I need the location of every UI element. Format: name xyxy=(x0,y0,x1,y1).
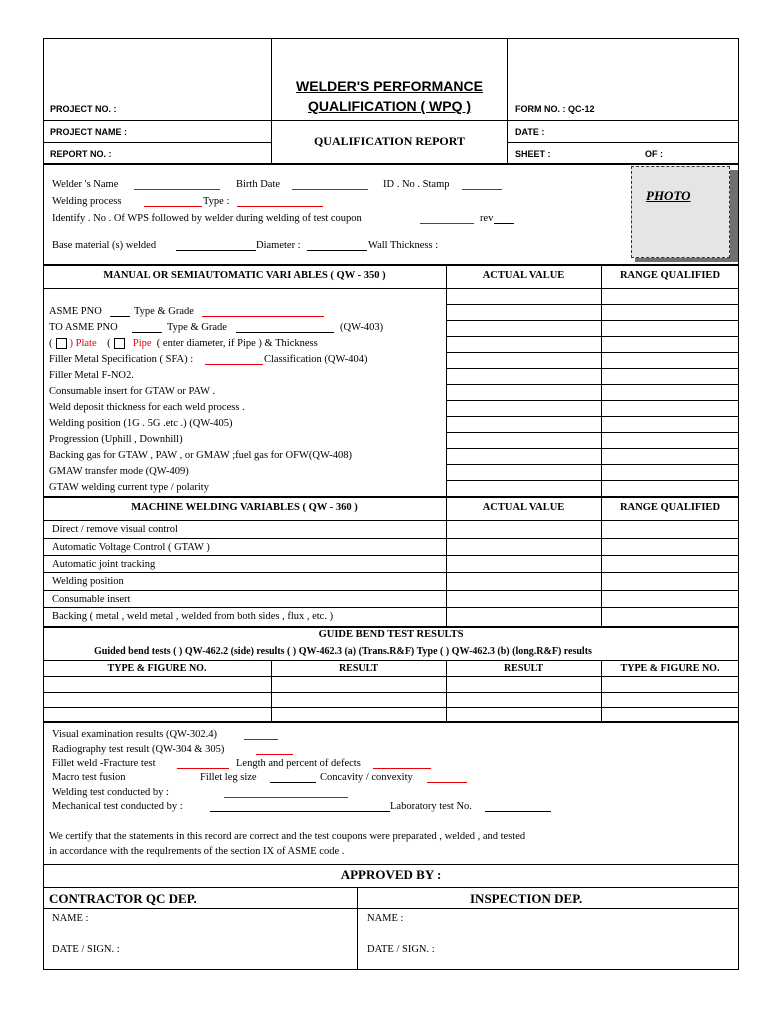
approved-heading: APPROVED BY : xyxy=(340,867,442,882)
manual-item: Weld deposit thickness for each weld process . xyxy=(49,402,245,413)
machine-item: Backing ( metal , weld metal , welded from both sides , flux , etc. ) xyxy=(52,611,334,622)
machine-item: Consumable insert xyxy=(52,594,131,605)
header-divider-right xyxy=(507,38,508,164)
report-no-label: REPORT NO. : xyxy=(50,149,112,159)
fillet-fracture-label: Fillet weld -Fracture test xyxy=(52,758,156,769)
title-line-2: QUALIFICATION ( WPQ ) xyxy=(307,98,472,114)
certify-line-1: We certify that the statements in this record are correct and the test coupons were preparated , welded , and tested xyxy=(49,831,526,842)
title-line-1: WELDER'S PERFORMANCE xyxy=(296,78,483,94)
machine-item: Automatic Voltage Control ( GTAW ) xyxy=(52,542,210,553)
inspection-date-sign-label: DATE / SIGN. : xyxy=(367,944,435,955)
fillet-leg-label: Fillet leg size xyxy=(200,772,257,783)
filler-spec-label: Filler Metal Specification ( SFA) : xyxy=(49,354,194,365)
photo-label: PHOTO xyxy=(646,188,691,203)
manual-item: Backing gas for GTAW , PAW , or GMAW ;fuel gas for OFW(QW-408) xyxy=(49,450,353,461)
machine-item: Direct / remove visual control xyxy=(52,524,178,535)
welding-conducted-label: Welding test conducted by : xyxy=(52,787,169,798)
type-grade-label: Type & Grade xyxy=(134,306,194,317)
id-stamp-label: ID . No . Stamp xyxy=(383,179,450,190)
inspection-name-label: NAME : xyxy=(367,913,404,924)
photo-box xyxy=(631,166,730,258)
bend-heading: GUIDE BEND TEST RESULTS xyxy=(318,629,464,640)
bend-col-type-right: TYPE & FIGURE NO. xyxy=(620,663,720,674)
plate-pipe-row: ( ) Plate ( Pipe ( enter diameter, if Pipe ) & Thickness xyxy=(49,338,318,349)
type-label: Type : xyxy=(203,196,230,207)
radiography-label: Radiography test result (QW-304 & 305) xyxy=(52,744,225,755)
manual-item: Progression (Uphill , Downhill) xyxy=(49,434,183,445)
sheet-label: SHEET : xyxy=(515,149,551,159)
birth-date-label: Birth Date xyxy=(236,179,281,190)
manual-item: Filler Metal F-NO2. xyxy=(49,370,134,381)
manual-item: GMAW transfer mode (QW-409) xyxy=(49,466,189,477)
bend-col-result-left: RESULT xyxy=(338,663,379,674)
manual-item: Consumable insert for GTAW or PAW . xyxy=(49,386,216,397)
classification-label: Classification (QW-404) xyxy=(264,354,368,365)
contractor-name-label: NAME : xyxy=(52,913,89,924)
form-no-label: FORM NO. : QC-12 xyxy=(515,104,595,114)
bend-col-type-left: TYPE & FIGURE NO. xyxy=(107,663,207,674)
mechanical-conducted-label: Mechanical test conducted by : xyxy=(52,801,183,812)
macro-fusion-label: Macro test fusion xyxy=(52,772,126,783)
manual-item: GTAW welding current type / polarity xyxy=(49,482,209,493)
bend-subline: Guided bend tests ( ) QW-462.2 (side) results ( ) QW-462.3 (a) (Trans.R&F) Type ( ) QW-462.3 (b) (long.R&F) results xyxy=(94,646,592,657)
length-defects-label: Length and percent of defects xyxy=(236,758,361,769)
process-label: Welding process xyxy=(52,196,122,207)
qw403-label: (QW-403) xyxy=(340,322,384,333)
manual-heading: MANUAL OR SEMIAUTOMATIC VARI ABLES ( QW - 350 ) xyxy=(103,270,386,281)
date-label: DATE : xyxy=(515,127,545,137)
machine-item: Welding position xyxy=(52,576,124,587)
welder-name-label: Welder 's Name xyxy=(52,179,119,190)
plate-checkbox[interactable] xyxy=(56,338,67,349)
wall-thickness-label: Wall Thickness : xyxy=(368,240,439,251)
report-subtitle: QUALIFICATION REPORT xyxy=(313,134,466,148)
asme-pno-label: ASME PNO xyxy=(49,306,102,317)
wps-label: Identify . No . Of WPS followed by welder during welding of test coupon xyxy=(52,213,362,224)
concavity-label: Concavity / convexity xyxy=(320,772,413,783)
base-material-label: Base material (s) welded xyxy=(52,240,157,251)
contractor-date-sign-label: DATE / SIGN. : xyxy=(52,944,120,955)
lab-test-label: Laboratory test No. xyxy=(390,801,472,812)
type-grade-2-label: Type & Grade xyxy=(167,322,227,333)
contractor-qc-title: CONTRACTOR QC DEP. xyxy=(49,891,197,906)
certify-line-2: in accordance with the requlrements of the section IX of ASME code . xyxy=(49,846,345,857)
machine-actual-header: ACTUAL VALUE xyxy=(482,502,565,513)
manual-item: Welding position (1G . 5G .etc .) (QW-405) xyxy=(49,418,233,429)
machine-range-header: RANGE QUALIFIED xyxy=(619,502,721,513)
manual-range-header: RANGE QUALIFIED xyxy=(619,270,721,281)
machine-heading: MACHINE WELDING VARIABLES ( QW - 360 ) xyxy=(131,502,358,513)
visual-exam-label: Visual examination results (QW-302.4) xyxy=(52,729,218,740)
bend-col-result-right: RESULT xyxy=(503,663,544,674)
project-name-label: PROJECT NAME : xyxy=(50,127,128,137)
rev-label: rev xyxy=(480,213,494,224)
to-asme-pno-label: TO ASME PNO xyxy=(49,322,118,333)
pipe-checkbox[interactable] xyxy=(114,338,125,349)
machine-item: Automatic joint tracking xyxy=(52,559,156,570)
of-label: OF : xyxy=(645,149,663,159)
manual-actual-header: ACTUAL VALUE xyxy=(482,270,565,281)
diameter-label: Diameter : xyxy=(256,240,301,251)
inspection-dep-title: INSPECTION DEP. xyxy=(470,891,583,906)
project-no-label: PROJECT NO. : xyxy=(50,104,117,114)
